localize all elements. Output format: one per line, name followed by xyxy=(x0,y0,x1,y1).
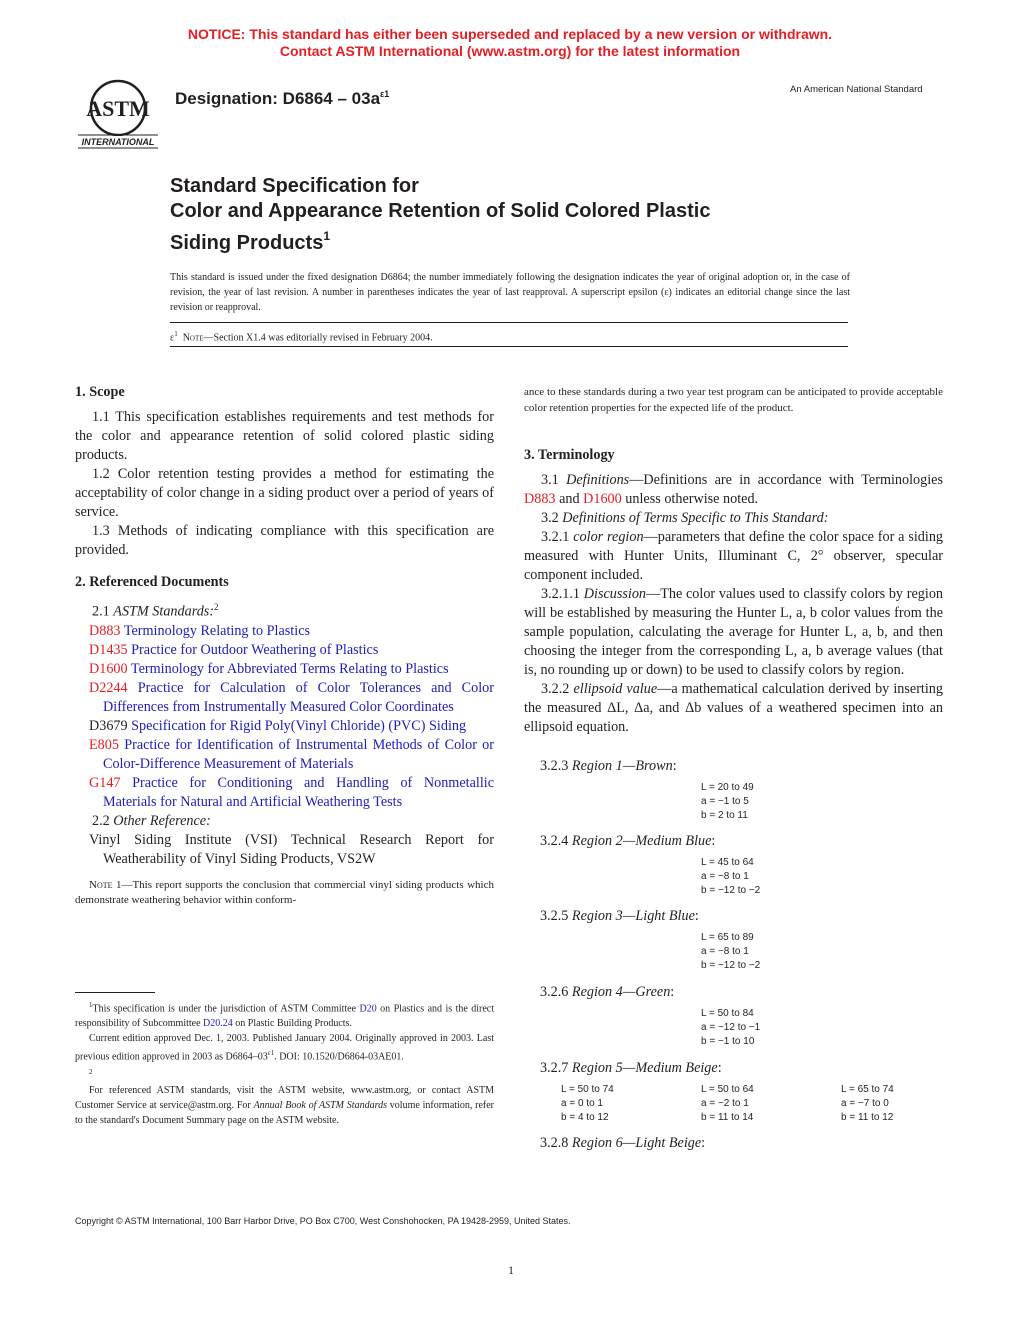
paragraph-1-1: 1.1 This specification establishes requirements and test methods for the color and appearance retention of solid colored plastic siding products. xyxy=(75,409,494,463)
link-d20-24[interactable]: D20.24 xyxy=(203,1018,233,1030)
region-value: b = −12 to −2 xyxy=(701,960,761,971)
logo-text: ASTM xyxy=(86,96,150,121)
region-heading: 3.2.5 Region 3—Light Blue: xyxy=(540,908,699,924)
footnote-edition: Current edition approved Dec. 1, 2003. Published January 2004. Originally approved in 2003. Last previous edition approved in 2003 as $D6864-03^{\varepsilon 1}$. DOI: 10.1520/D6864-03AE01. xyxy=(75,1033,494,1063)
reference-code-link[interactable]: D1435 xyxy=(89,641,128,658)
reference-item xyxy=(75,774,494,812)
region-value: b = 2 to 11 xyxy=(701,810,748,821)
region-value: b = 4 to 12 xyxy=(561,1112,609,1123)
footnote-2-mark: 2 xyxy=(89,1067,93,1076)
region-value: b = 11 to 12 xyxy=(841,1112,894,1123)
paragraph-3-2-1-1: 3.2.1.1 Discussion—The color values used to classify colors by region will be established by measuring the Hunter L, a, b color values from the sample population, calculating the average for Hunter L, a, b, and then choosing the integer from the corresponding L, a, b average values (that is, no rounding up or down) to be used to classify colors by region. xyxy=(524,586,944,678)
note-1: Note 1—This report supports the conclusion that commercial vinyl siding products which demonstrate weathering behavior within conform- xyxy=(75,878,494,906)
region-values xyxy=(841,1083,894,1125)
region-value: L = 20 to 49 xyxy=(701,782,754,793)
footnotes xyxy=(75,998,494,1128)
region-value: a = 0 to 1 xyxy=(561,1098,603,1109)
footnote-1: $^1$This specification is under the jurisdiction of ASTM Committee D20 on Plastics and is the direct responsibility of Subcommittee D20.24 on Plastic Building Products. xyxy=(75,1001,494,1030)
region-heading: 3.2.3 Region 1—Brown: xyxy=(540,758,677,774)
region-values xyxy=(561,1083,614,1125)
right-column xyxy=(524,384,943,416)
region-value: L = 45 to 64 xyxy=(701,857,754,868)
epsilon-note: $\varepsilon^1$ Note—Section X1.4 was editorially revised in February 2004. xyxy=(170,330,433,344)
reference-code-link[interactable]: E805 xyxy=(89,736,119,753)
region-value: a = −1 to 5 xyxy=(701,796,749,807)
section-heading-terminology: 3. Terminology xyxy=(524,447,615,463)
reference-code-link[interactable]: D2244 xyxy=(89,679,128,696)
notice-line-1: NOTICE: This standard has either been superseded and replaced by a new version or withdrawn. xyxy=(187,26,833,42)
reference-code-link[interactable]: D883 xyxy=(89,622,121,639)
logo-subtext: INTERNATIONAL xyxy=(81,137,155,147)
paragraph-3-1: 3.1 Definitions—Definitions are in accordance with Terminologies D883 and D1600 unless otherwise noted. xyxy=(524,472,943,507)
region-value: a = −12 to −1 xyxy=(701,1022,761,1033)
designation: Designation: $D6864 - 03a^{\varepsilon 1}$ xyxy=(175,89,390,108)
divider xyxy=(170,346,848,347)
paragraph-1-3: 1.3 Methods of indicating compliance with this specification are provided. xyxy=(75,523,494,558)
region-values xyxy=(701,1007,760,1049)
region-value: L = 50 to 74 xyxy=(561,1084,614,1095)
paragraph-2-2: 2.2 Other Reference: xyxy=(92,812,211,829)
copyright: Copyright © ASTM International, 100 Barr Harbor Drive, PO Box C700, West Conshohocken, PA 19428-2959, United States. xyxy=(75,1216,571,1226)
reference-title-link[interactable]: Practice for Calculation of Color Tolerances and Color Differences from Instrumentally Measured Color Coordinates xyxy=(103,679,494,715)
reference-code-link[interactable]: D3679 xyxy=(89,717,128,734)
issued-statement: This standard is issued under the fixed designation D6864; the number immediately following the designation indicates the year of original adoption or, in the case of revision, the year of last revision. A number in parentheses indicates the year of last reapproval. A superscript epsilon (ε) indicates an editorial change since the last revision or reapproval. xyxy=(170,272,850,313)
region-value: L = 50 to 64 xyxy=(701,1084,754,1095)
section-heading-scope: 1. Scope xyxy=(75,384,125,400)
reference-list xyxy=(75,622,494,812)
paragraph-1-2: 1.2 Color retention testing provides a method for estimating the acceptability of color change in a siding product over a period of years of service. xyxy=(75,466,494,520)
link-d1600[interactable]: D1600 xyxy=(583,491,622,507)
note-continuation: ance to these standards during a two year test program can be anticipated to provide acceptable color retention properties for the expected life of the product. xyxy=(524,386,943,414)
region-heading: 3.2.6 Region 4—Green: xyxy=(540,984,675,1000)
footnote-2: For referenced ASTM standards, visit the ASTM website, www.astm.org, or contact ASTM Customer Service at service@astm.org. For Annual Book of ASTM Standards volume information, refer to the standard's Document Summary page on the ASTM website. xyxy=(75,1084,494,1126)
paragraph-3-2-2: 3.2.2 ellipsoid value—a mathematical calculation derived by inserting the measured ΔL, Δa, and Δb values of a weathered specimen into an ellipsoid equation. xyxy=(524,681,943,735)
region-value: b = −1 to 10 xyxy=(701,1036,755,1047)
region-value: a = −8 to 1 xyxy=(701,946,749,957)
reference-title-link[interactable]: Practice for Identification of Instrumental Methods of Color or Color-Difference Measurement of Materials xyxy=(103,736,494,772)
paragraph-3-2: 3.2 Definitions of Terms Specific to This Standard: xyxy=(541,510,829,526)
region-values xyxy=(701,931,760,973)
reference-title-link[interactable]: Terminology for Abbreviated Terms Relating to Plastics xyxy=(130,660,449,677)
page-number: 1 xyxy=(508,1263,514,1277)
section-heading-referenced: 2. Referenced Documents xyxy=(75,574,229,590)
reference-title-link[interactable]: Terminology Relating to Plastics xyxy=(123,622,311,639)
region-heading: 3.2.8 Region 6—Light Beige: xyxy=(540,1135,706,1151)
region-value: a = −7 to 0 xyxy=(841,1098,889,1109)
region-value: a = −2 to 1 xyxy=(701,1098,749,1109)
reference-item xyxy=(75,736,494,774)
reference-title-link[interactable]: Specification for Rigid Poly(Vinyl Chloride) (PVC) Siding xyxy=(131,717,467,734)
region-value: L = 65 to 89 xyxy=(701,932,754,943)
region-values xyxy=(701,781,754,823)
notice-line-2: Contact ASTM International (www.astm.org) for the latest information xyxy=(279,43,741,59)
region-value: L = 50 to 84 xyxy=(701,1008,754,1019)
region-value: a = −8 to 1 xyxy=(701,871,749,882)
page-title: Standard Specification for Color and Appearance Retention of Solid Colored Plastic Siding Products$^1$ xyxy=(170,175,711,254)
reference-item xyxy=(75,622,494,641)
region-value: b = 11 to 14 xyxy=(701,1112,754,1123)
astm-logo xyxy=(72,78,164,150)
withdrawal-notice xyxy=(0,26,1020,60)
region-value: b = −12 to −2 xyxy=(701,885,761,896)
reference-item xyxy=(75,717,494,736)
paragraph-3-2-1: 3.2.1 color region—parameters that define the color space for a siding measured with Hunter Units, Illuminant C, 2° observer, specular component included. xyxy=(524,529,944,583)
reference-item xyxy=(75,660,494,679)
link-d20[interactable]: D20 xyxy=(359,1003,377,1015)
national-standard: An American National Standard xyxy=(790,84,923,95)
region-values xyxy=(701,856,760,898)
reference-item xyxy=(75,679,494,717)
footnote-divider xyxy=(75,992,155,993)
vsi-reference: Vinyl Siding Institute (VSI) Technical Research Report for Weatherability of Vinyl Siding Products, VS2W xyxy=(89,831,494,867)
reference-code-link[interactable]: D1600 xyxy=(89,660,128,677)
paragraph-2-1: 2.1 ASTM Standards:$^2$ xyxy=(92,602,219,620)
terminology-section xyxy=(524,446,943,737)
reference-code-link[interactable]: G147 xyxy=(89,774,121,791)
region-heading: 3.2.7 Region 5—Medium Beige: xyxy=(540,1060,722,1076)
reference-title-link[interactable]: Practice for Conditioning and Handling of Nonmetallic Materials for Natural and Artificial Weathering Tests xyxy=(103,774,494,810)
region-values xyxy=(701,1083,754,1125)
region-value: L = 65 to 74 xyxy=(841,1084,894,1095)
left-column xyxy=(75,383,494,908)
reference-title-link[interactable]: Practice for Outdoor Weathering of Plastics xyxy=(131,641,379,658)
link-d883[interactable]: D883 xyxy=(524,491,556,507)
divider xyxy=(170,322,848,323)
reference-item xyxy=(75,641,494,660)
region-heading: 3.2.4 Region 2—Medium Blue: xyxy=(540,833,716,849)
